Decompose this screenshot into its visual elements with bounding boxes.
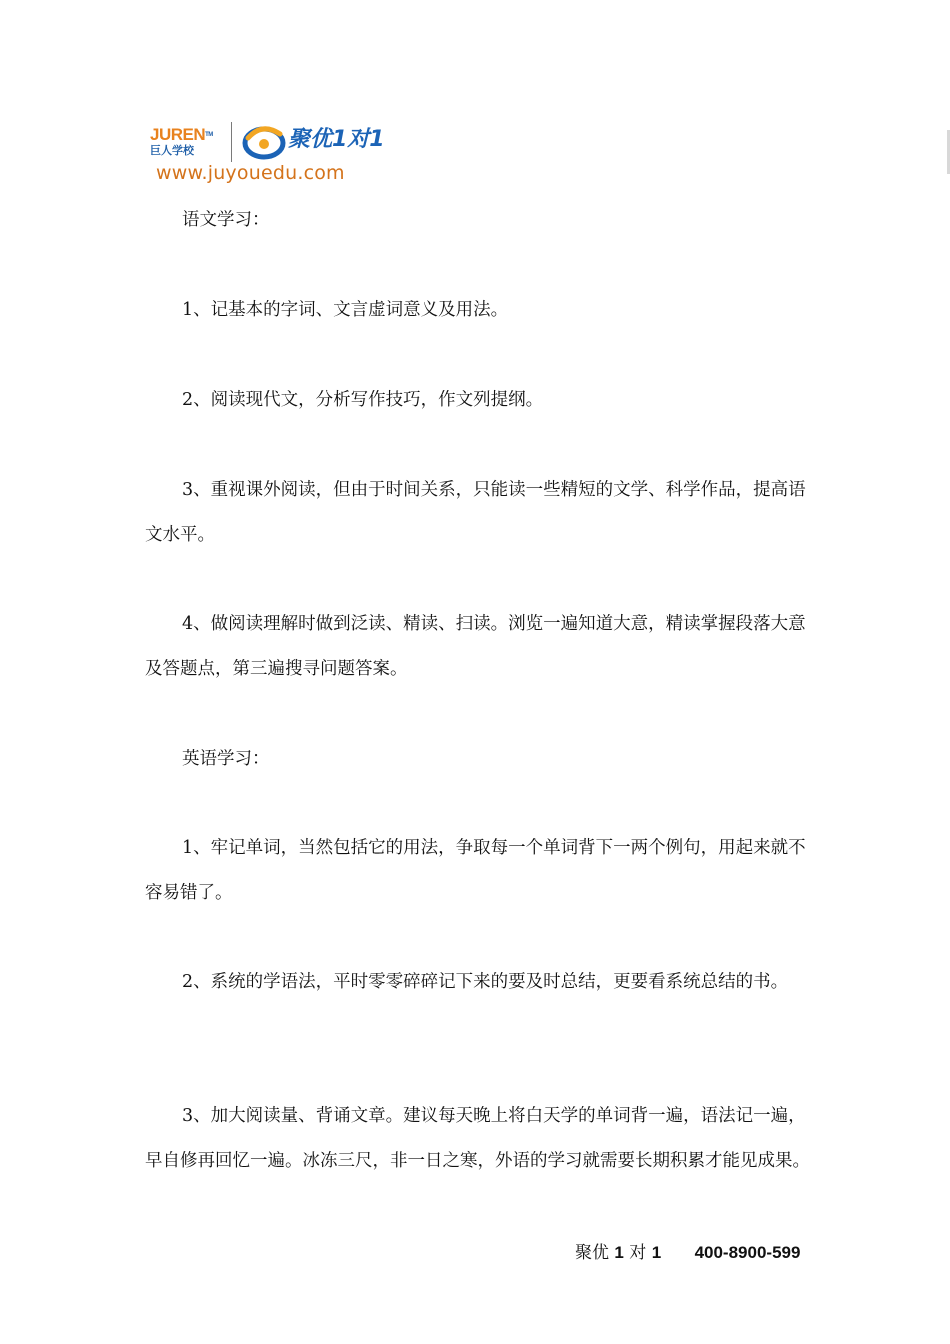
juren-logo-text: JUREN (150, 125, 206, 144)
chinese-item-4: 4、做阅读理解时做到泛读、精读、扫读。浏览一遍知道大意，精读掌握段落大意及答题点，第三遍搜寻问题答案。 (145, 614, 806, 679)
footer-brand-num2: 1 (651, 1243, 662, 1262)
chinese-item-1: 1、记基本的字词、文言虚词意义及用法。 (182, 300, 509, 320)
juren-wordmark (150, 126, 222, 144)
english-item-3: 3、加大阅读量、背诵文章。建议每天晚上将白天学的单词背一遍，语法记一遍，早自修再回忆一遍。冰冻三尺，非一日之寒，外语的学习就需要长期积累才能见成果。 (145, 1106, 810, 1171)
footer-brand-b: 对 (629, 1243, 647, 1263)
juren-trademark: TM (205, 132, 213, 138)
juren-chinese-name: 巨人学校 (150, 144, 194, 157)
juyou-brand-text: 聚优1对1 (288, 127, 385, 152)
chinese-item-2: 2、阅读现代文，分析写作技巧，作文列提纲。 (182, 390, 544, 410)
site-url: www.juyouedu.com (156, 162, 345, 184)
english-item-2: 2、系统的学语法，平时零零碎碎记下来的要及时总结，更要看系统总结的书。 (182, 972, 789, 992)
header-logo (150, 118, 410, 188)
footer-brand-num1: 1 (614, 1243, 624, 1262)
footer-brand-a: 聚优 (575, 1243, 609, 1263)
chinese-study-heading: 语文学习： (182, 210, 270, 230)
logo-divider (231, 122, 232, 162)
page-footer (575, 1238, 800, 1263)
juyou-emblem-icon (242, 124, 286, 160)
juren-logo (150, 126, 222, 157)
chinese-item-3: 3、重视课外阅读，但由于时间关系，只能读一些精短的文学、科学作品，提高语文水平。 (145, 480, 806, 545)
english-item-1: 1、牢记单词，当然包括它的用法，争取每一个单词背下一两个例句，用起来就不容易错了。 (145, 838, 806, 903)
footer-phone: 400-8900-599 (694, 1243, 801, 1262)
english-study-heading: 英语学习： (182, 749, 270, 769)
